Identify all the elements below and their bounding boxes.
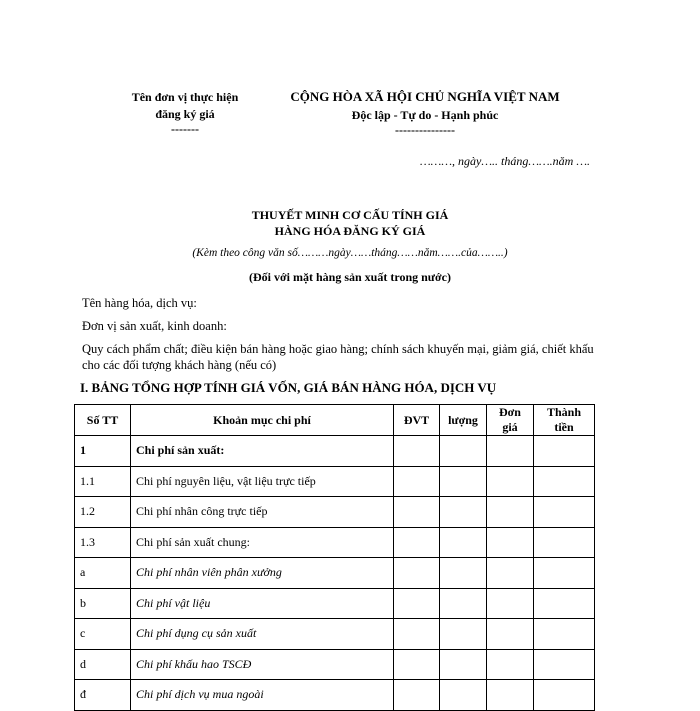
table-row — [75, 527, 595, 558]
cell-unit — [394, 649, 440, 680]
document-title — [150, 207, 550, 239]
cell-total — [534, 527, 595, 558]
cost-table — [74, 404, 595, 711]
cell-qty — [440, 436, 487, 467]
cell-unit-price — [487, 497, 534, 528]
goods-name-field: Tên hàng hóa, dịch vụ: — [82, 296, 197, 310]
row-item: Chi phí sản xuất chung: — [131, 527, 394, 558]
row-stt: d — [75, 649, 131, 680]
unit-name-line1: Tên đơn vị thực hiện — [131, 90, 239, 104]
cell-unit — [394, 558, 440, 589]
nation-name: CỘNG HÒA XÃ HỘI CHỦ NGHĨA VIỆT NAM — [290, 89, 560, 104]
table-row — [75, 466, 595, 497]
table-row — [75, 436, 595, 467]
cell-unit-price — [487, 436, 534, 467]
cell-qty — [440, 588, 487, 619]
col-qty: lượng — [440, 405, 487, 436]
issuing-unit-block — [105, 89, 265, 135]
cell-unit-price — [487, 619, 534, 650]
section-title: I. BẢNG TỔNG HỢP TÍNH GIÁ VỐN, GIÁ BÁN HÀNG HÓA, DỊCH VỤ — [80, 380, 497, 395]
national-header-block — [280, 88, 570, 136]
producer-field: Đơn vị sản xuất, kinh doanh: — [82, 319, 227, 333]
table-row — [75, 680, 595, 711]
unit-name-line2: đăng ký giá — [155, 107, 215, 121]
row-item: Chi phí dịch vụ mua ngoài — [131, 680, 394, 711]
table-row — [75, 558, 595, 589]
cell-unit-price — [487, 558, 534, 589]
table-row — [75, 497, 595, 528]
motto-divider: --------------- — [395, 123, 455, 137]
row-stt: 1.1 — [75, 466, 131, 497]
cell-unit — [394, 497, 440, 528]
table-header-row — [75, 405, 595, 436]
cell-unit-price — [487, 588, 534, 619]
row-item: Chi phí khấu hao TSCĐ — [131, 649, 394, 680]
cell-unit-price — [487, 649, 534, 680]
scope-note: (Đối với mặt hàng sản xuất trong nước) — [249, 270, 451, 284]
col-stt: Số TT — [75, 405, 131, 436]
table-row — [75, 588, 595, 619]
col-total: Thành tiền — [534, 405, 595, 436]
col-unit: ĐVT — [394, 405, 440, 436]
cell-total — [534, 649, 595, 680]
cell-qty — [440, 558, 487, 589]
cell-unit — [394, 527, 440, 558]
row-stt: a — [75, 558, 131, 589]
row-stt: 1.3 — [75, 527, 131, 558]
col-unit-price: Đơn giá — [487, 405, 534, 436]
row-item: Chi phí sản xuất: — [131, 436, 394, 467]
cell-unit — [394, 466, 440, 497]
cell-total — [534, 436, 595, 467]
cell-total — [534, 680, 595, 711]
cell-total — [534, 497, 595, 528]
cell-qty — [440, 680, 487, 711]
col-item: Khoản mục chi phí — [131, 405, 394, 436]
cell-total — [534, 588, 595, 619]
row-stt: b — [75, 588, 131, 619]
title-line2: HÀNG HÓA ĐĂNG KÝ GIÁ — [274, 224, 426, 238]
cell-unit — [394, 436, 440, 467]
row-item: Chi phí nhân viên phân xưởng — [131, 558, 394, 589]
row-stt: c — [75, 619, 131, 650]
row-item: Chi phí nguyên liệu, vật liệu trực tiếp — [131, 466, 394, 497]
cell-qty — [440, 497, 487, 528]
cell-unit-price — [487, 466, 534, 497]
row-stt: 1 — [75, 436, 131, 467]
row-item: Chi phí dụng cụ sản xuất — [131, 619, 394, 650]
cell-qty — [440, 466, 487, 497]
row-item: Chi phí vật liệu — [131, 588, 394, 619]
cell-total — [534, 558, 595, 589]
cell-unit-price — [487, 680, 534, 711]
row-item: Chi phí nhân công trực tiếp — [131, 497, 394, 528]
cell-unit — [394, 680, 440, 711]
cell-unit — [394, 619, 440, 650]
title-line1: THUYẾT MINH CƠ CẤU TÍNH GIÁ — [251, 208, 449, 222]
row-stt: 1.2 — [75, 497, 131, 528]
attachment-reference: (Kèm theo công văn số………ngày……tháng……năm…….của……..) — [192, 247, 508, 259]
cell-unit-price — [487, 527, 534, 558]
national-motto: Độc lập - Tự do - Hạnh phúc — [351, 108, 499, 122]
table-row — [75, 619, 595, 650]
cell-unit — [394, 588, 440, 619]
cell-qty — [440, 649, 487, 680]
spec-field: Quy cách phẩm chất; điều kiện bán hàng hoặc giao hàng; chính sách khuyến mại, giảm giá, chiết khấu cho các đối tượng khách hàng (nếu có) — [82, 342, 594, 372]
row-stt: đ — [75, 680, 131, 711]
cell-qty — [440, 527, 487, 558]
table-row — [75, 649, 595, 680]
date-line: ………, ngày….. tháng…….năm …. — [419, 154, 590, 168]
cell-qty — [440, 619, 487, 650]
cell-total — [534, 619, 595, 650]
unit-divider: ------- — [171, 122, 199, 136]
cell-total — [534, 466, 595, 497]
